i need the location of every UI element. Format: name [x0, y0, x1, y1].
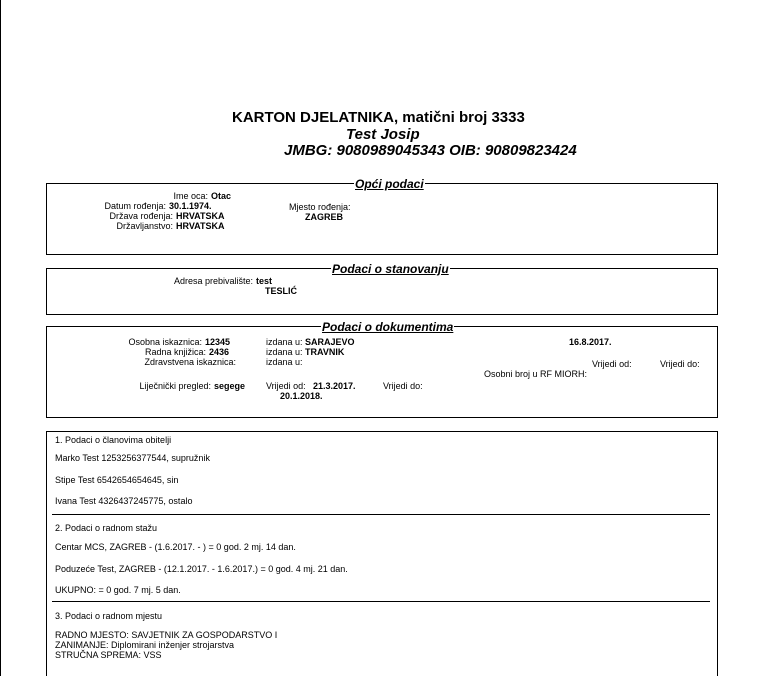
- birth-country-label: Država rođenja:: [109, 211, 173, 221]
- address-value: test: [256, 276, 273, 286]
- work-experience-total: UKUPNO: = 0 god. 7 mj. 5 dan.: [55, 585, 181, 595]
- residence-title: Podaci o stanovanju: [332, 262, 449, 276]
- issued-in-label-1: izdana u:: [266, 337, 303, 347]
- issued-in-label-2: izdana u:: [266, 347, 303, 357]
- birth-date-value: 30.1.1974.: [169, 201, 212, 211]
- job-heading: 3. Podaci o radnom mjestu: [55, 611, 163, 621]
- work-experience-heading: 2. Podaci o radnom stažu: [55, 523, 158, 533]
- page-left-border: [0, 0, 1, 676]
- job-position: RADNO MJESTO: SAVJETNIK ZA GOSPODARSTVO I: [55, 630, 278, 640]
- work-experience-row: Centar MCS, ZAGREB - (1.6.2017. - ) = 0 god. 2 mj. 14 dan.: [55, 542, 296, 552]
- valid-to-label: Vrijedi do:: [660, 359, 700, 369]
- section-divider: [52, 514, 710, 515]
- issued-in-value-1: SARAJEVO: [305, 337, 355, 347]
- medical-check-value: segege: [214, 381, 246, 391]
- employee-name: Test Josip: [346, 126, 420, 143]
- birth-place-label: Mjesto rođenja:: [289, 202, 351, 212]
- family-member: Marko Test 1253256377544, supružnik: [55, 453, 210, 463]
- work-experience-row: Poduzeće Test, ZAGREB - (12.1.2017. - 1.6.2017.) = 0 god. 4 mj. 21 dan.: [55, 564, 348, 574]
- general-info-title: Opći podaci: [355, 177, 424, 191]
- job-occupation: ZANIMANJE: Diplomirani inženjer strojarstva: [55, 640, 235, 650]
- father-name-label: Ime oca:: [173, 191, 208, 201]
- id-card-label: Osobna iskaznica:: [128, 337, 202, 347]
- birth-country-value: HRVATSKA: [176, 211, 225, 221]
- issued-in-value-2: TRAVNIK: [305, 347, 345, 357]
- job-qualification: STRUČNA SPREMA: VSS: [55, 650, 162, 660]
- documents-title: Podaci o dokumentima: [322, 320, 454, 334]
- work-book-value: 2436: [209, 347, 230, 357]
- address-label: Adresa prebivalište:: [173, 276, 253, 286]
- section-divider: [52, 601, 710, 602]
- employee-ids: JMBG: 9080989045343 OIB: 90809823424: [284, 142, 577, 159]
- issued-in-label-3: izdana u:: [266, 357, 303, 367]
- health-card-label: Zdravstvena iskaznica:: [144, 357, 236, 367]
- work-book-label: Radna knjižica:: [144, 347, 206, 357]
- family-member: Ivana Test 4326437245775, ostalo: [55, 496, 193, 506]
- medical-valid-from-value: 21.3.2017.: [313, 381, 356, 391]
- birth-place-value: ZAGREB: [305, 212, 343, 222]
- medical-valid-to-value: 20.1.2018.: [280, 391, 323, 401]
- citizenship-value: HRVATSKA: [176, 221, 225, 231]
- document-title: KARTON DJELATNIKA, matični broj 3333: [232, 109, 525, 126]
- medical-check-label: Liječnički pregled:: [139, 381, 211, 391]
- medical-valid-from-label: Vrijedi od:: [266, 381, 306, 391]
- citizenship-label: Državljanstvo:: [116, 221, 173, 231]
- residence-box: [46, 262, 718, 315]
- miorh-label: Osobni broj u RF MIORH:: [484, 369, 588, 379]
- family-heading: 1. Podaci o članovima obitelji: [55, 435, 172, 445]
- id-card-value: 12345: [205, 337, 231, 347]
- father-name-value: Otac: [211, 191, 232, 201]
- city-value: TESLIĆ: [265, 286, 298, 296]
- issue-date-value: 16.8.2017.: [569, 337, 612, 347]
- birth-date-label: Datum rođenja:: [104, 201, 166, 211]
- family-member: Stipe Test 6542654654645, sin: [55, 475, 179, 485]
- medical-valid-to-label: Vrijedi do:: [383, 381, 423, 391]
- valid-from-label: Vrijedi od:: [592, 359, 632, 369]
